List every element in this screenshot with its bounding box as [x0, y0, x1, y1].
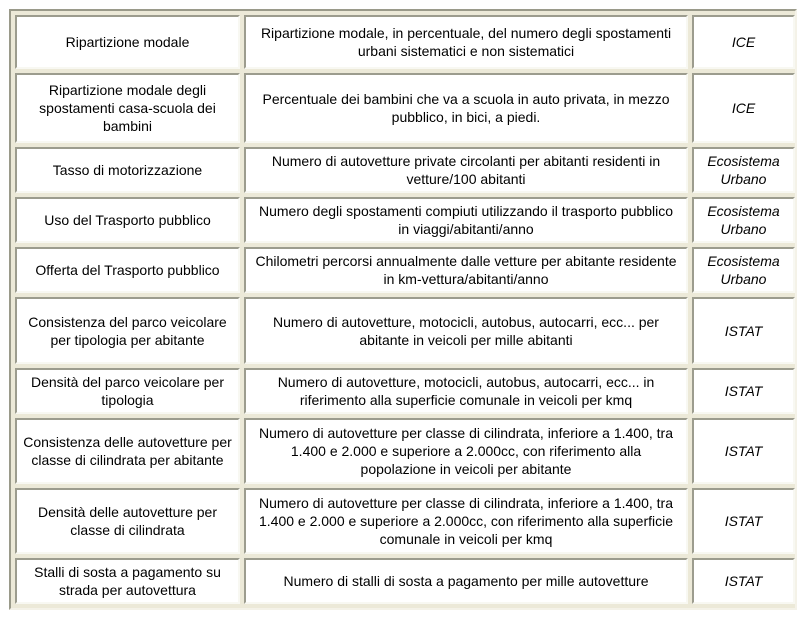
indicator-cell: Consistenza del parco veicolare per tipologia per abitante	[15, 297, 240, 363]
indicator-cell: Densità del parco veicolare per tipologia	[15, 368, 240, 414]
table-row	[15, 418, 795, 484]
source-cell: Ecosistema Urbano	[692, 247, 795, 293]
source-cell: ICE	[692, 15, 795, 69]
table-row	[15, 247, 795, 293]
indicator-cell: Offerta del Trasporto pubblico	[15, 247, 240, 293]
description-cell: Percentuale dei bambini che va a scuola in auto privata, in mezzo pubblico, in bici, a piedi.	[244, 73, 688, 143]
indicator-cell: Ripartizione modale	[15, 15, 240, 69]
table-row	[15, 197, 795, 243]
indicator-cell: Consistenza delle autovetture per classe di cilindrata per abitante	[15, 418, 240, 484]
indicator-cell: Densità delle autovetture per classe di cilindrata	[15, 488, 240, 554]
indicator-cell: Tasso di motorizzazione	[15, 147, 240, 193]
description-cell: Ripartizione modale, in percentuale, del numero degli spostamenti urbani sistematici e non sistematici	[244, 15, 688, 69]
description-cell: Numero di stalli di sosta a pagamento per mille autovetture	[244, 558, 688, 604]
description-cell: Numero degli spostamenti compiuti utilizzando il trasporto pubblico in viaggi/abitanti/anno	[244, 197, 688, 243]
description-cell: Numero di autovetture per classe di cilindrata, inferiore a 1.400, tra 1.400 e 2.000 e superiore a 2.000cc, con riferimento alla popolazione in veicoli per abitante	[244, 418, 688, 484]
indicator-table-frame	[9, 9, 797, 610]
table-row	[15, 558, 795, 604]
table-row	[15, 488, 795, 554]
source-cell: ICE	[692, 73, 795, 143]
description-cell: Numero di autovetture per classe di cilindrata, inferiore a 1.400, tra 1.400 e 2.000 e superiore a 2.000cc, con riferimento alla superficie comunale in veicoli per kmq	[244, 488, 688, 554]
indicator-cell: Ripartizione modale degli spostamenti casa-scuola dei bambini	[15, 73, 240, 143]
table-row	[15, 147, 795, 193]
description-cell: Numero di autovetture, motocicli, autobus, autocarri, ecc... in riferimento alla superficie comunale in veicoli per kmq	[244, 368, 688, 414]
description-cell: Numero di autovetture, motocicli, autobus, autocarri, ecc... per abitante in veicoli per mille abitanti	[244, 297, 688, 363]
table-row	[15, 368, 795, 414]
indicator-cell: Stalli di sosta a pagamento su strada per autovettura	[15, 558, 240, 604]
description-cell: Chilometri percorsi annualmente dalle vetture per abitante residente in km-vettura/abitanti/anno	[244, 247, 688, 293]
table-row	[15, 15, 795, 69]
source-cell: Ecosistema Urbano	[692, 147, 795, 193]
source-cell: ISTAT	[692, 368, 795, 414]
indicator-cell: Uso del Trasporto pubblico	[15, 197, 240, 243]
table-row	[15, 297, 795, 363]
table-row	[15, 73, 795, 143]
description-cell: Numero di autovetture private circolanti per abitanti residenti in vetture/100 abitanti	[244, 147, 688, 193]
source-cell: ISTAT	[692, 297, 795, 363]
source-cell: ISTAT	[692, 488, 795, 554]
indicator-table	[11, 11, 799, 608]
source-cell: Ecosistema Urbano	[692, 197, 795, 243]
source-cell: ISTAT	[692, 418, 795, 484]
source-cell: ISTAT	[692, 558, 795, 604]
